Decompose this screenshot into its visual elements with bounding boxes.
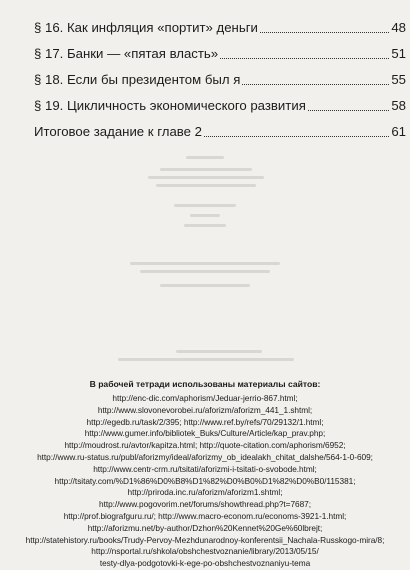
- source-url-line: http://www.slovonevorobei.ru/aforizm/aforizm_441_1.shtml;: [97, 404, 313, 415]
- sources-section: [0, 378, 410, 570]
- toc-entry-title: § 19. Цикличность экономического развития: [34, 98, 306, 113]
- faded-line: [190, 214, 220, 217]
- faded-line: [176, 350, 262, 353]
- faded-line: [130, 262, 280, 265]
- toc-leader-dots: [220, 58, 389, 59]
- faded-line: [174, 204, 236, 207]
- faded-imprint-block: [0, 150, 410, 365]
- toc-leader-dots: [308, 110, 389, 111]
- faded-line: [118, 358, 294, 361]
- faded-line: [140, 270, 270, 273]
- source-url-line: http://nsportal.ru/shkola/obshchestvoznanie/library/2013/05/15/: [91, 546, 319, 557]
- toc-entry-title: § 17. Банки — «пятая власть»: [34, 46, 219, 61]
- toc-entry-page: 48: [391, 20, 406, 35]
- toc-leader-dots: [242, 84, 389, 85]
- source-url-line: testy-dlya-podgotovki-k-ege-po-obshchestvoznaniyu-tema: [99, 558, 311, 569]
- toc-entry: [34, 20, 406, 36]
- toc-entry-title: § 18. Если бы президентом был я: [34, 72, 241, 87]
- source-url-list: [0, 393, 410, 570]
- source-url-line: http://moudrost.ru/avtor/kapitza.html; http://quote-citation.com/aphorism/6952;: [64, 440, 346, 451]
- source-url-line: http://www.gumer.info/bibliotek_Buks/Culture/Article/kap_prav.php;: [84, 428, 326, 439]
- toc-entry: [34, 72, 406, 88]
- toc-entry: [34, 46, 406, 62]
- source-url-line: http://priroda.inc.ru/aforizm/aforizm1.shtml;: [127, 487, 283, 498]
- faded-line: [156, 184, 256, 187]
- toc-entry-title: Итоговое задание к главе 2: [34, 124, 202, 139]
- source-url-line: http://aforizmu.net/by-author/Dzhon%20Kennet%20Ge%60lbrejt;: [87, 522, 323, 533]
- source-url-line: http://tsitaty.com/%D1%86%D0%B8%D1%82%D0%B0%D1%82%D0%B0/115381;: [54, 475, 356, 486]
- source-url-line: http://statehistory.ru/books/Trudy-Pervoy-Mezhdunarodnoy-konferentsii_Nachala-Russkogo-mira/8;: [25, 534, 385, 545]
- toc-entry-page: 61: [391, 124, 406, 139]
- source-url-line: http://prof.biografguru.ru/; http://www.macro-econom.ru/economs-3921-1.html;: [63, 510, 347, 521]
- source-url-line: http://www.pogovorim.net/forums/showthread.php?t=7687;: [99, 499, 311, 510]
- toc-entry-page: 51: [391, 46, 406, 61]
- toc-entry-page: 55: [391, 72, 406, 87]
- toc-entry-page: 58: [391, 98, 406, 113]
- source-url-line: http://enc-dic.com/aphorism/Jeduar-jerrio-867.html;: [112, 393, 298, 403]
- source-url-line: http://egedb.ru/task/2/395; http://www.ref.by/refs/70/29132/1.html;: [86, 416, 324, 427]
- faded-line: [184, 224, 226, 227]
- source-url-line: http://www.centr-crm.ru/tsitati/aforizmi-i-tsitati-o-svobode.html;: [93, 463, 317, 474]
- toc-entry: [34, 124, 406, 140]
- faded-line: [160, 284, 250, 287]
- toc-leader-dots: [260, 32, 389, 33]
- toc-entry-title: § 16. Как инфляция «портит» деньги: [34, 20, 258, 35]
- source-url-line: http://www.ru-status.ru/publ/aforizmy/ideal/aforizmy_ob_idealakh_chitat_dalshe/564-1-0-609;: [37, 451, 373, 462]
- faded-line: [148, 176, 264, 179]
- table-of-contents: [34, 20, 406, 150]
- toc-leader-dots: [204, 136, 389, 137]
- sources-heading: В рабочей тетради использованы материалы сайтов:: [89, 379, 321, 389]
- faded-line: [186, 156, 224, 159]
- faded-line: [160, 168, 252, 171]
- toc-entry: [34, 98, 406, 114]
